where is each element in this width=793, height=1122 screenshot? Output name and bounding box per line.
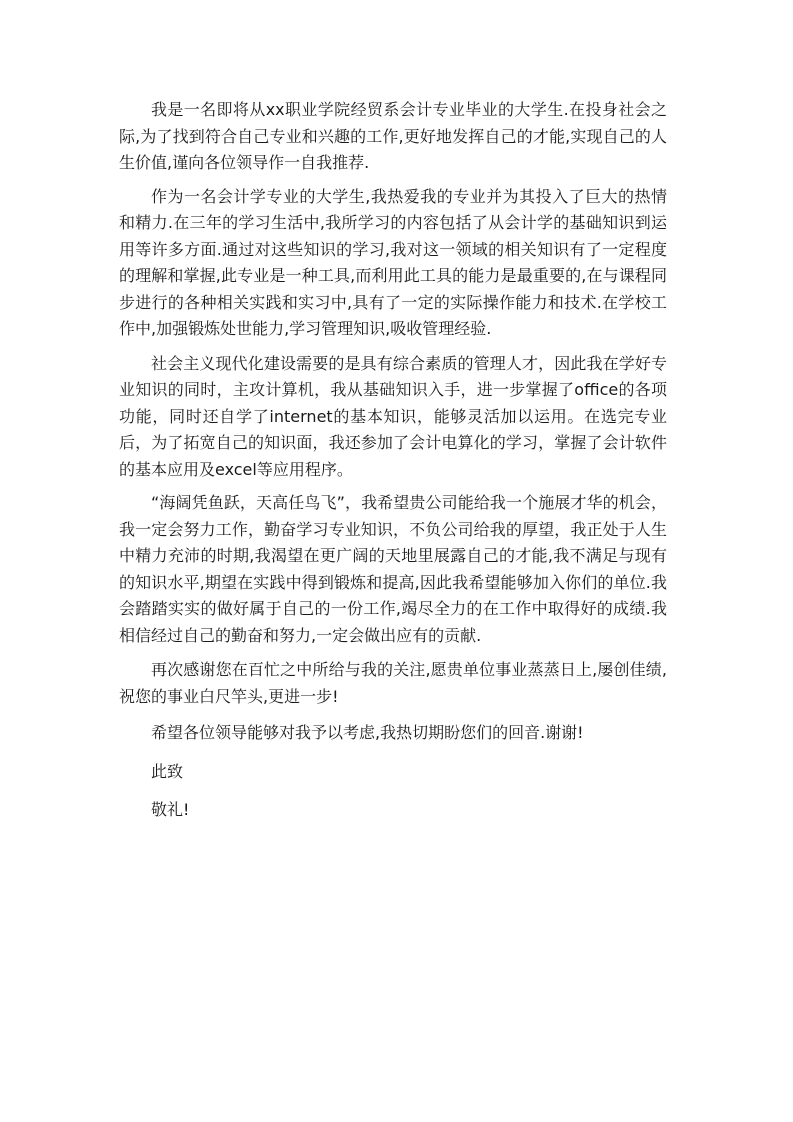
closing-regards: 敬礼! (151, 800, 190, 819)
paragraph-thanks: 再次感谢您在百忙之中所给与我的关注,愿贵单位事业蒸蒸日上,屡创佳绩,祝您的事业白尺竿头,更进一步! (119, 660, 667, 706)
document-body (119, 97, 667, 824)
paragraph-aspiration: “海阔凭鱼跃，天高任鸟飞”，我希望贵公司能给我一个施展才华的机会，我一定会努力工作，勤奋学习专业知识，不负公司给我的厚望，我正处于人生中精力充沛的时期,我渴望在更广阔的天地里展露自己的才能,我不满足与现有的知识水平,期望在实践中得到锻炼和提高,因此我希望能够加入你们的单位.我会踏踏实实的做好属于自己的一份工作,竭尽全力的在工作中取得好的成绩.我相信经过自己的勤奋和努力,一定会做出应有的贡献. (119, 493, 667, 645)
closing-salutation: 此致 (151, 761, 184, 781)
paragraph-skills: 社会主义现代化建设需要的是具有综合素质的管理人才，因此我在学好专业知识的同时，主攻计算机，我从基础知识入手，进一步掌握了office的各项功能，同时还自学了internet的基本知识，能够灵活加以运用。在选完专业后，为了拓宽自己的知识面，我还参加了会计电算化的学习，掌握了会计软件的基本应用及excel等应用程序。 (119, 353, 667, 479)
paragraph-studies: 作为一名会计学专业的大学生,我热爱我的专业并为其投入了巨大的热情和精力.在三年的学习生活中,我所学习的内容包括了从会计学的基础知识到运用等许多方面.通过对这些知识的学习,我对这一领域的相关知识有了一定程度的理解和掌握,此专业是一种工具,而利用此工具的能力是最重要的,在与课程同步进行的各种相关实践和实习中,具有了一定的实际操作能力和技术.在学校工作中,加强锻炼处世能力,学习管理知识,吸收管理经验. (119, 186, 667, 338)
paragraph-introduction: 我是一名即将从xx职业学院经贸系会计专业毕业的大学生.在投身社会之际,为了找到符合自己专业和兴趣的工作,更好地发挥自己的才能,实现自己的人生价值,谨向各位领导作一自我推荐. (119, 100, 667, 172)
paragraph-request: 希望各位领导能够对我予以考虑,我热切期盼您们的回音.谢谢! (151, 723, 584, 742)
